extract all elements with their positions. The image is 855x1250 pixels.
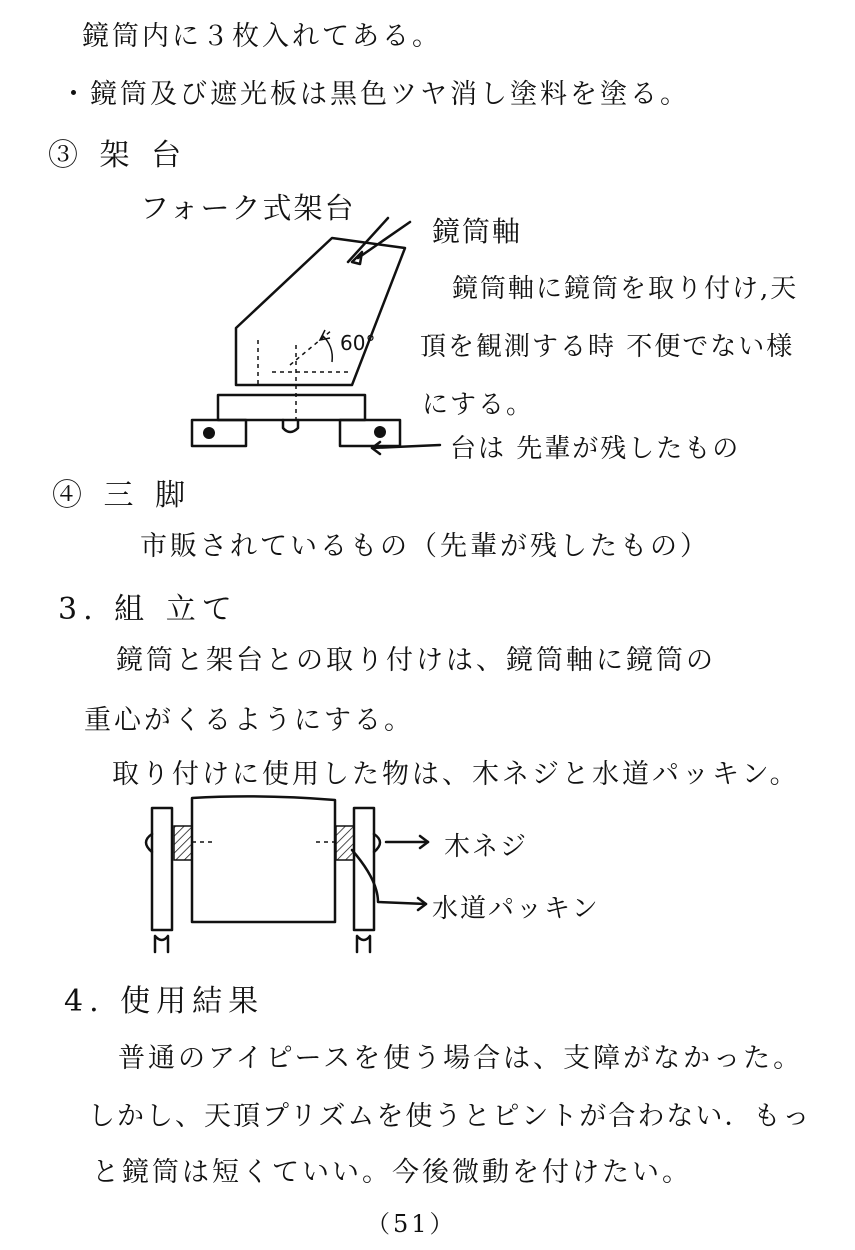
tripod-text: 市販されているもの（先輩が残したもの） [140, 531, 710, 562]
heading-assembly: 3. 組 立て [58, 592, 238, 627]
assembly-line-1: 鏡筒と架台との取り付けは、鏡筒軸に鏡筒の [116, 645, 716, 676]
assembly-line-3: 取り付けに使用した物は、木ネジと水道パッキン。 [112, 759, 800, 790]
result-line-2: しかし、天頂プリズムを使うとピントが合わない．もっ [88, 1101, 812, 1132]
fig1-title: フォーク式架台 [140, 191, 356, 225]
fig1-base-note: 台は 先輩が残したもの [450, 434, 741, 464]
fig1-angle: 60° [340, 331, 376, 355]
heading-tripod: ④ 三 脚 [52, 478, 192, 513]
result-line-1: 普通のアイピースを使う場合は、支障がなかった。 [118, 1043, 804, 1074]
text-line-paint: ・鏡筒及び遮光板は黒色ツヤ消し塗料を塗る。 [60, 79, 690, 110]
result-line-3: と鏡筒は短くていい。今後微動を付けたい。 [92, 1157, 692, 1188]
fig2-screw-label: 木ネジ [444, 832, 529, 862]
fig1-desc-3: にする。 [422, 390, 535, 420]
fig1-axis-label: 鏡筒軸 [432, 215, 523, 248]
text-line-1: 鏡筒内に３枚入れてある。 [82, 21, 442, 52]
fig1-desc-1: 鏡筒軸に鏡筒を取り付け,天 [452, 274, 799, 304]
heading-mount: ③ 架 台 [48, 138, 188, 173]
heading-results: 4. 使用結果 [64, 984, 265, 1019]
fig1-desc-2: 頂を観測する時 不便でない様 [420, 332, 795, 362]
assembly-line-2: 重心がくるようにする。 [84, 705, 414, 736]
fig2-packing-label: 水道パッキン [432, 894, 600, 924]
page-number: （51） [366, 1210, 457, 1238]
